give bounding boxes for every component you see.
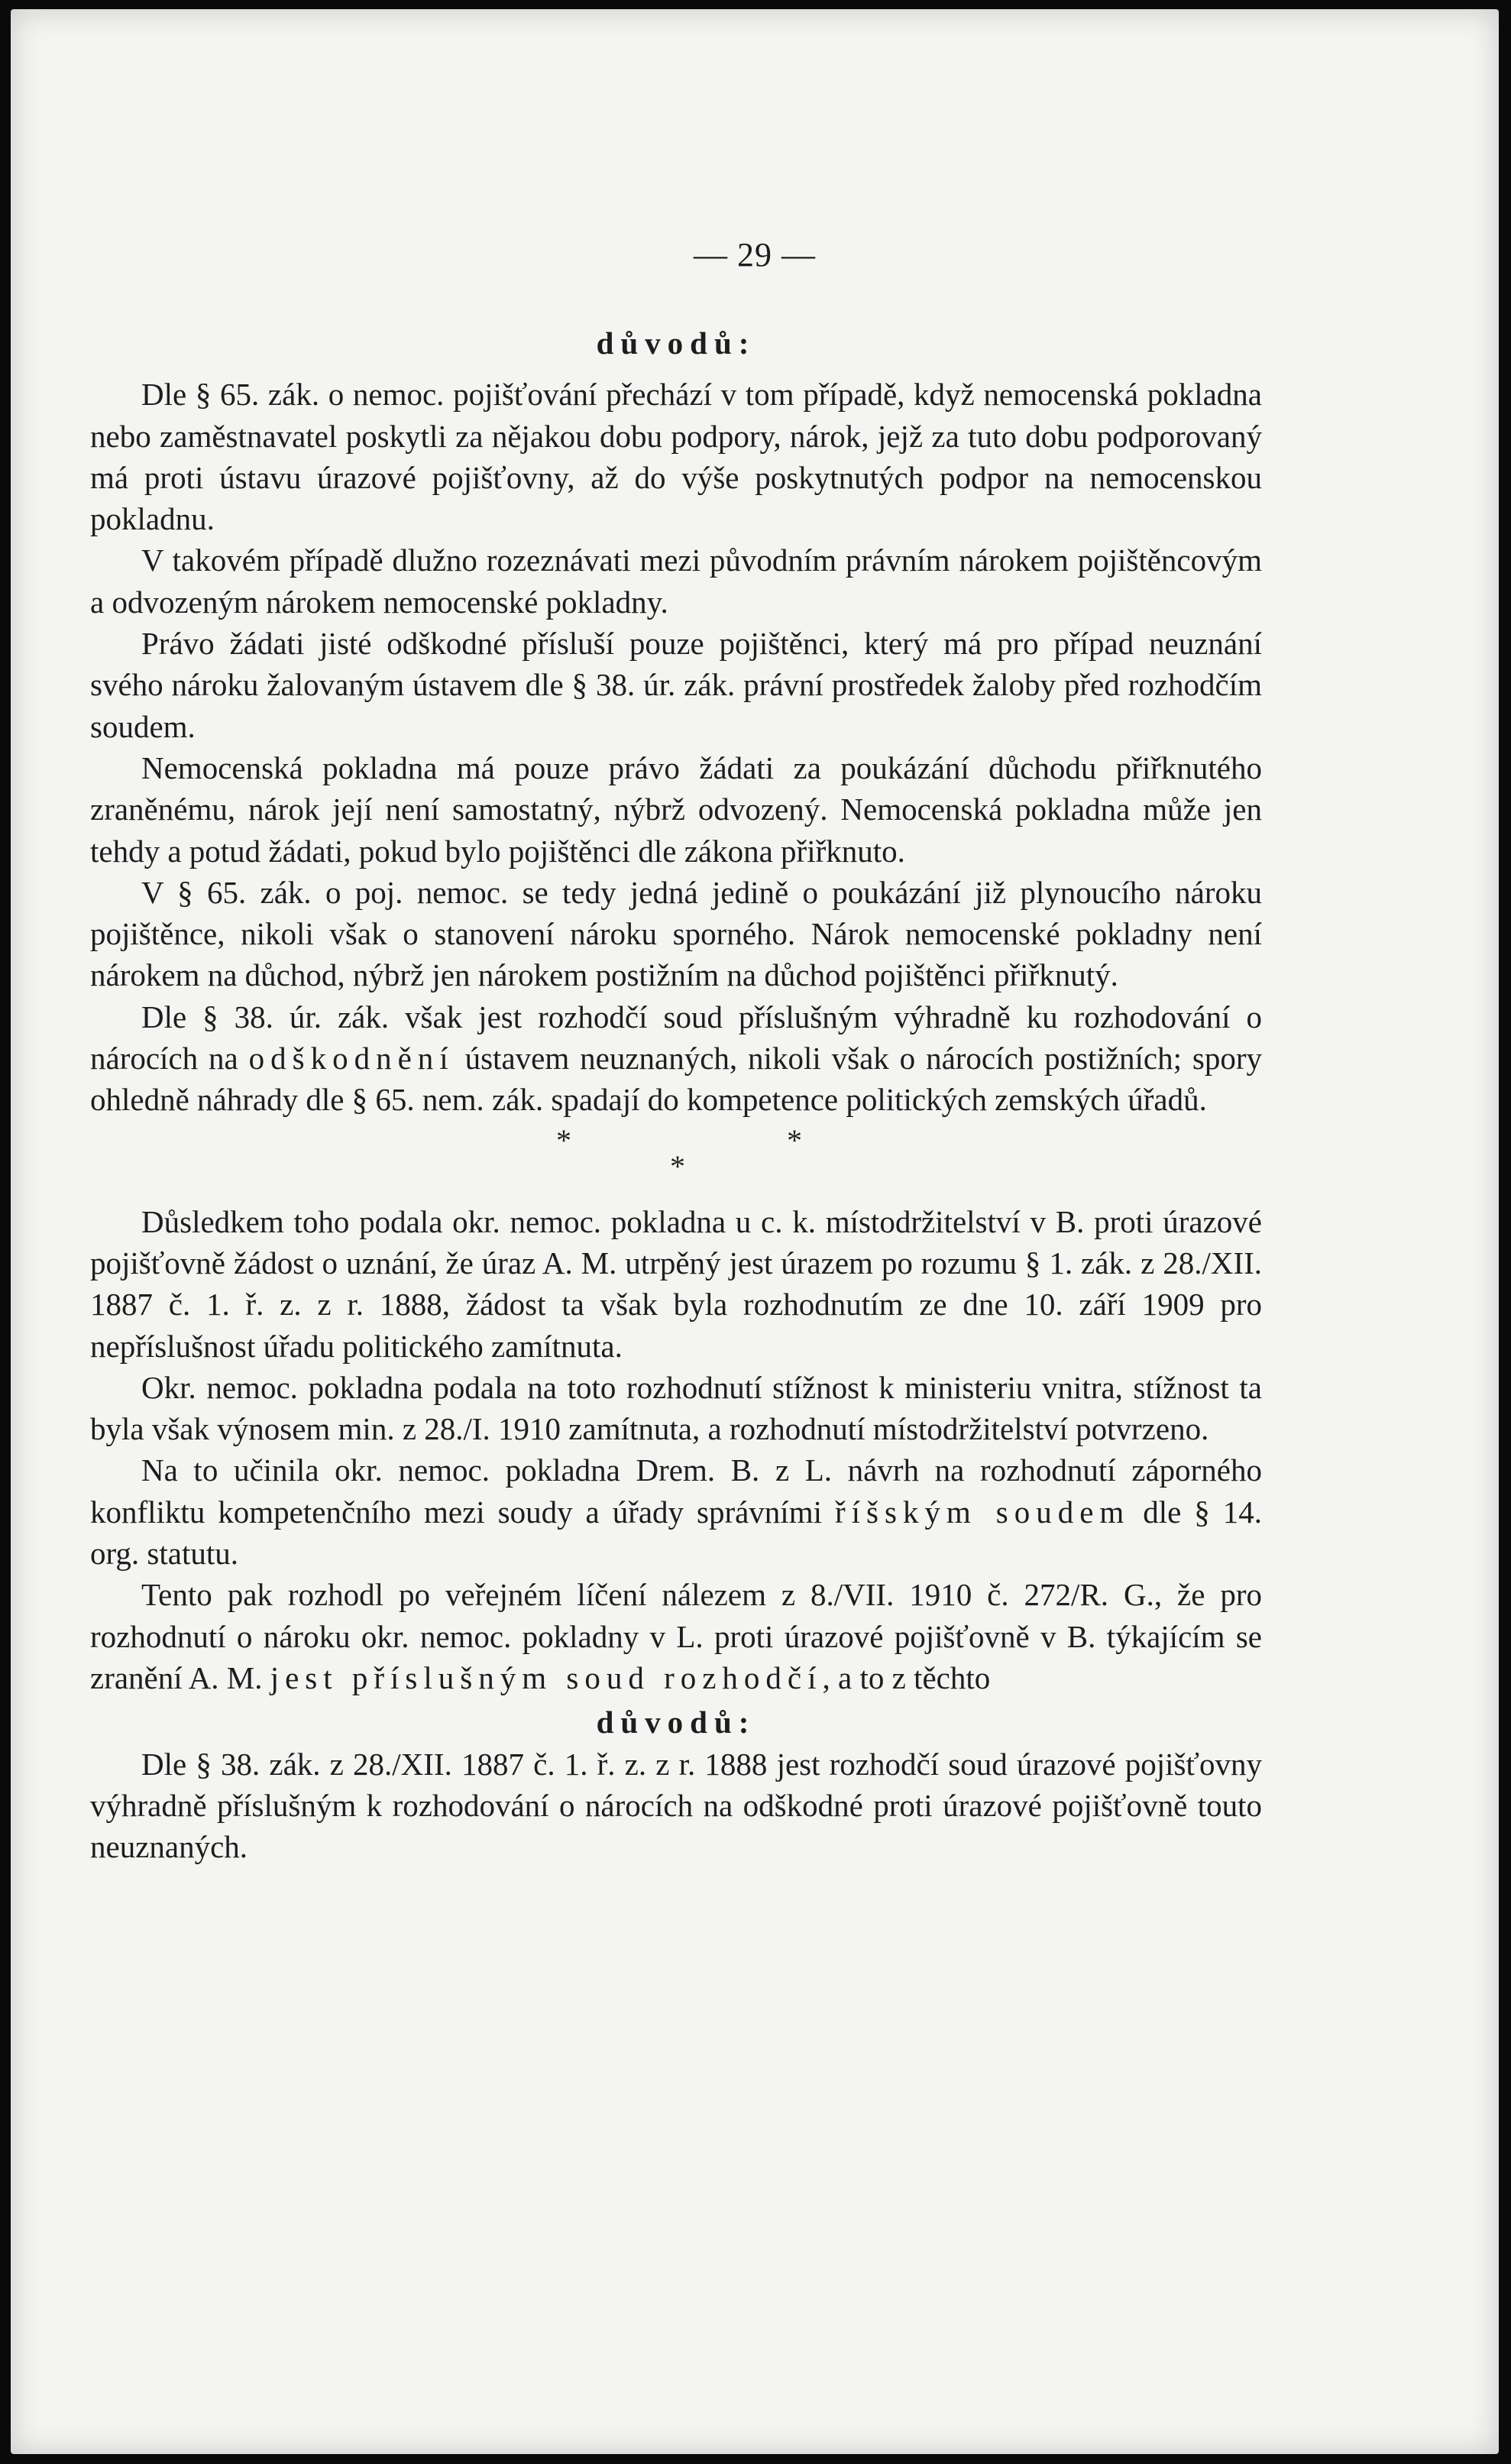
spaced-emphasis: jest příslušným soud rozhodčí (270, 1659, 823, 1695)
book-page (11, 9, 1499, 2454)
asterisk: * (556, 1122, 571, 1158)
text-run: Dle § 38. úr. zák. však jest rozhodčí soud příslušným výhradně ku rozhodování o nárocích na (90, 999, 1262, 1077)
paragraph: V § 65. zák. o poj. nemoc. se tedy jedná jedině o poukázání již plynoucího nároku pojištěnce, nikoli však o stanovení nároku sporného. Nárok nemocenské pokladny není nárokem na důchod, nýbrž jen nárokem postižním na důchod pojištěnci přiřknutý. (90, 874, 1262, 993)
page-text (90, 322, 1262, 1867)
spaced-emphasis: odškodnění (248, 1041, 455, 1077)
paragraph (90, 1574, 1262, 1698)
paragraph: Dle § 38. zák. z 28./XII. 1887 č. 1. ř. z. z r. 1888 jest rozhodčí soud úrazové pojišťovny výhradně příslušným k rozhodování o nárocích na odškodné proti úrazové pojišťovně touto neuznaných. (90, 1746, 1262, 1865)
asterisk: * (670, 1148, 685, 1183)
asterisk: * (787, 1122, 802, 1158)
paragraph: V takovém případě dlužno rozeznávati mezi původním právním nárokem pojištěncovým a odvozeným nárokem nemocenské pokladny. (90, 542, 1262, 620)
paragraph: Nemocenská pokladna má pouze právo žádati za poukázání důchodu přiřknutého zraněnému, nárok její není samostatný, nýbrž odvozený. Nemocenská pokladna může jen tehdy a potud žádati, pokud bylo pojištěnci dle zákona přiřknuto. (90, 750, 1262, 869)
paragraph: Okr. nemoc. pokladna podala na toto rozhodnutí stížnost k ministeriu vnitra, stížnost ta byla však výnosem min. z 28./I. 1910 zamítnuta, a rozhodnutí místodržitelství potvrzeno. (90, 1369, 1262, 1447)
text-run: ústavem neuznaných, nikoli však o nárocích postižních; spory ohledně náhrady dle § 65. nem. zák. spadají do kompetence politických zemských úřadů. (90, 1041, 1263, 1118)
text-run: , a to z těchto (822, 1659, 991, 1695)
text-run: dle § 14. org. statutu. (90, 1494, 1262, 1572)
spaced-emphasis: říšským soudem (834, 1494, 1131, 1530)
section-heading: důvodů: (596, 1705, 756, 1740)
section-heading: důvodů: (596, 325, 756, 361)
section-separator (90, 1121, 1262, 1201)
text-run: Tento pak rozhodl po veřejném líčení nálezem z 8./VII. 1910 č. 272/R. G., že pro rozhodnutí o nároku okr. nemoc. pokladny v L. proti úrazové pojišťovně v B. týkajícím se zranění A. M. (90, 1577, 1262, 1695)
paragraph (90, 996, 1262, 1121)
paragraph (90, 1449, 1262, 1574)
paragraph: Právo žádati jisté odškodné přísluší pouze pojištěnci, který má pro případ neuznání svého nároku žalovaným ústavem dle § 38. úr. zák. právní prostředek žaloby před rozhodčím soudem. (90, 626, 1262, 744)
page-number: — 29 — (694, 236, 816, 274)
paragraph: Důsledkem toho podala okr. nemoc. pokladna u c. k. místodržitelství v B. proti úrazové pojišťovně žádost o uznání, že úraz A. M. utrpěný jest úrazem po rozumu § 1. zák. z 28./XII. 1887 č. 1. ř. z. z r. 1888, žádost ta však byla rozhodnutím ze dne 10. září 1909 pro nepříslušnost úřadu politického zamítnuta. (90, 1203, 1262, 1364)
paragraph: Dle § 65. zák. o nemoc. pojišťování přechází v tom případě, když nemocenská pokladna nebo zaměstnavatel poskytli za nějakou dobu podpory, nárok, jejž za tuto dobu podporovaný má proti ústavu úrazové pojišťovny, až do výše poskytnutých podpor na nemocenskou pokladnu. (90, 377, 1262, 537)
text-run: Na to učinila okr. nemoc. pokladna Drem. B. z L. návrh na rozhodnutí záporného konfliktu kompetenčního mezi soudy a úřady správními (90, 1452, 1262, 1530)
